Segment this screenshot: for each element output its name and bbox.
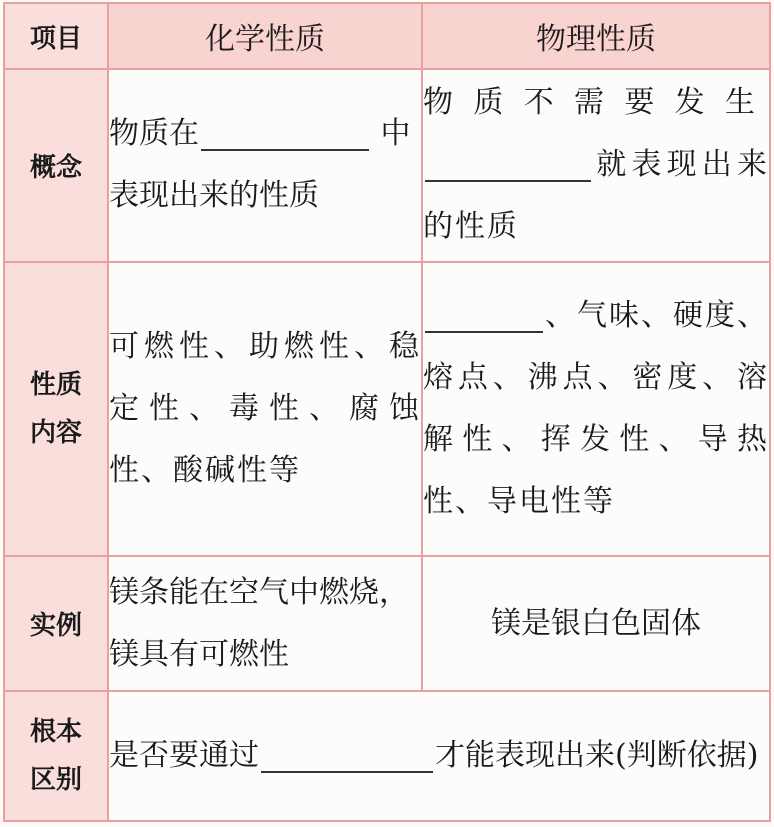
header-physical: 物理性质 (422, 3, 770, 69)
difference-label-line2: 区别 (29, 764, 82, 795)
header-row (4, 3, 770, 69)
difference-blank[interactable] (261, 731, 433, 773)
header-chemical: 化学性质 (108, 3, 422, 69)
difference-text-before: 是否要通过 (109, 737, 259, 773)
difference-row (4, 691, 770, 821)
example-row (4, 556, 770, 690)
properties-table (3, 2, 771, 822)
example-physical-cell: 镁是银白色固体 (422, 556, 770, 690)
concept-row (4, 69, 770, 261)
concept-label: 概念 (4, 69, 108, 261)
example-chemical-cell: 镁条能在空气中燃烧，镁具有可燃性 (108, 556, 422, 690)
difference-label-line1: 根本 (29, 716, 82, 747)
concept-physical-blank[interactable] (425, 140, 591, 182)
concept-chemical-text-after: 中表现出来的性质 (109, 116, 411, 214)
concept-physical-cell (422, 69, 770, 261)
concept-chemical-blank[interactable] (201, 109, 369, 151)
content-physical-cell (422, 262, 770, 557)
concept-physical-text-before: 物质不需要发生 (423, 85, 769, 121)
content-chemical-cell: 可燃性、助燃性、稳定性、毒性、腐蚀性、酸碱性等 (108, 262, 422, 557)
properties-table-container (3, 2, 771, 822)
difference-cell (108, 691, 770, 821)
content-row (4, 262, 770, 557)
concept-chemical-text-before: 物质在 (109, 116, 199, 152)
header-item: 项目 (4, 3, 108, 69)
difference-text-after: 才能表现出来(判断依据) (435, 737, 759, 773)
content-physical-blank[interactable] (425, 291, 543, 333)
content-label-line2: 内容 (29, 417, 82, 448)
content-physical-text: 、气味、硬度、熔点、沸点、密度、溶解性、挥发性、导热性、导电性等 (423, 297, 769, 519)
content-label (4, 262, 108, 557)
example-label: 实例 (4, 556, 108, 690)
content-label-line1: 性质 (29, 369, 82, 400)
concept-chemical-cell (108, 69, 422, 261)
difference-label (4, 691, 108, 821)
concept-physical-text-after: 就表现出来的性质 (423, 147, 769, 245)
